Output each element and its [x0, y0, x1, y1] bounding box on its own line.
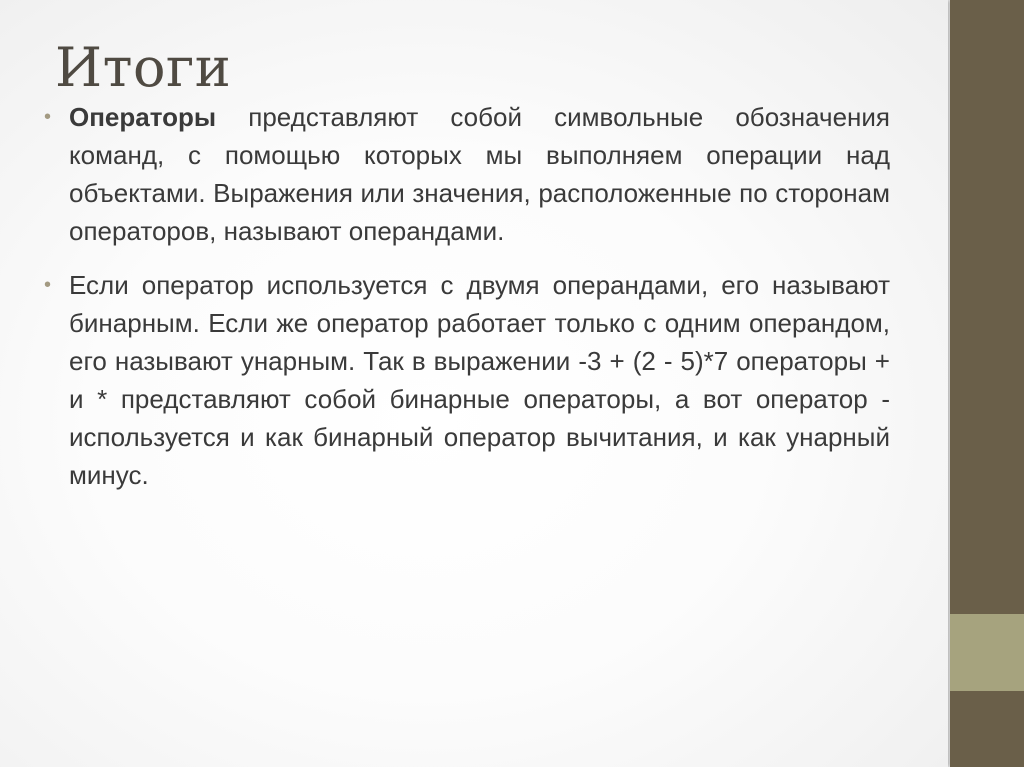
bullet-text: представляют собой символьные обозначения команд, с помощью которых мы выполняем операции над объектами. Выражения или значения, расположенные по сторонам операторов, называют операндами. [69, 102, 890, 246]
sidebar-accent-block [950, 614, 1024, 691]
bullet-item-binary-unary [44, 266, 890, 494]
bullet-text: Если оператор используется с двумя операндами, его называют бинарным. Если же оператор работает только с одним операндом, его называют унарным. Так в выражении -3 + (2 - 5)*7 операторы + и * представляют собой бинарные операторы, а вот оператор - используется и как бинарный оператор вычитания, и как унарный минус. [69, 270, 890, 490]
bullet-icon: • [44, 274, 52, 296]
bullet-icon: • [44, 106, 52, 128]
bullet-item-operators [44, 98, 890, 250]
bullet-list [44, 98, 890, 510]
bold-term: Операторы [69, 102, 217, 132]
slide-title: Итоги [55, 36, 232, 99]
